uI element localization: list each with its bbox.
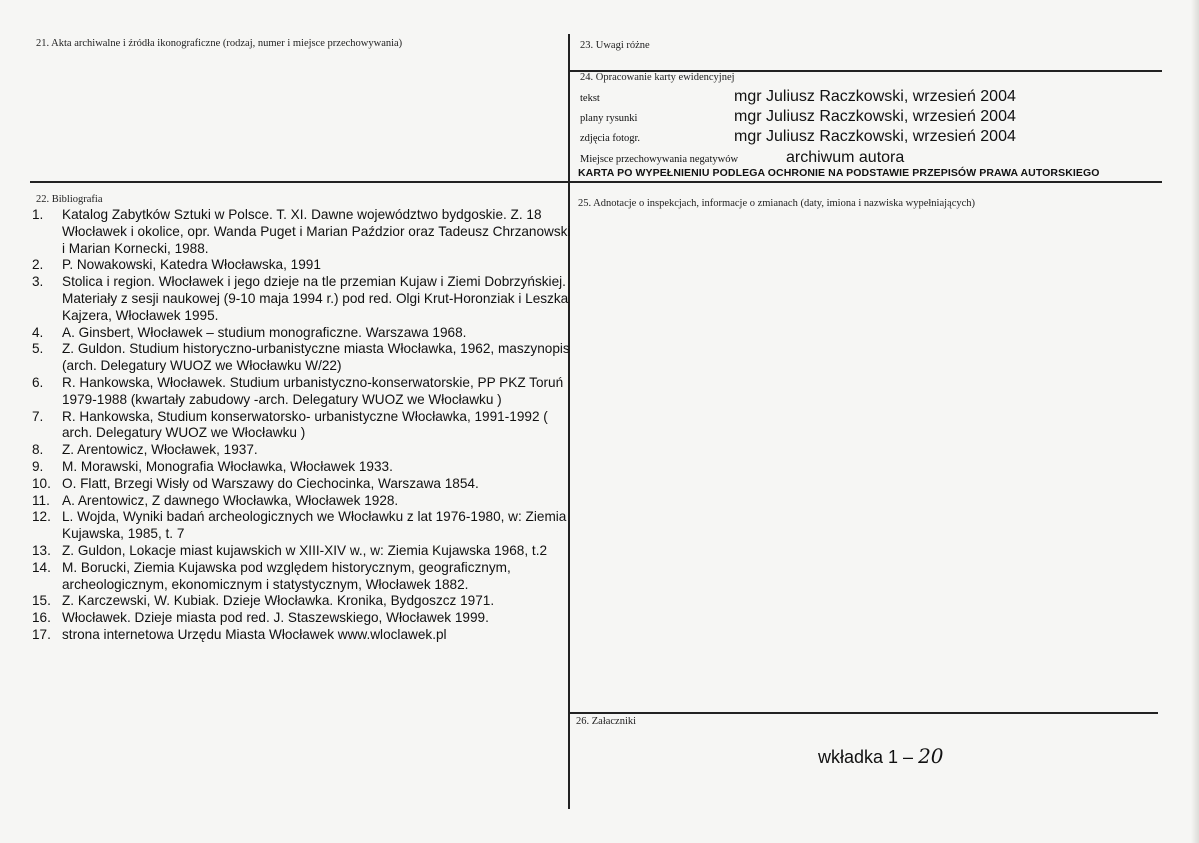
item-number: 5. [32, 341, 44, 357]
item-number: 7. [32, 408, 44, 424]
item-number: 8. [32, 442, 44, 458]
item-text: Z. Karczewski, W. Kubiak. Dzieje Włocławka. Kronika, Bydgoszcz 1971. [62, 593, 495, 609]
item-number: 15. [32, 593, 51, 609]
item-number: 10. [32, 475, 51, 491]
row-label: tekst [580, 93, 600, 104]
item-number: 4. [32, 324, 44, 340]
row-label: zdjęcia fotogr. [580, 133, 641, 144]
list-item [32, 325, 572, 342]
list-item [32, 509, 572, 543]
item-number: 17. [32, 626, 51, 642]
item-number: 11. [32, 492, 50, 508]
item-number: 12. [32, 509, 51, 525]
item-number: 14. [32, 559, 51, 575]
list-item [32, 257, 572, 274]
divider-26-top [570, 712, 1158, 714]
row-value: mgr Juliusz Raczkowski, wrzesień 2004 [734, 128, 1016, 145]
section-24-row-negatives [580, 149, 1160, 167]
section-24-row-photos [580, 128, 1160, 146]
row-label: Miejsce przechowywania negatywów [580, 154, 739, 165]
item-number: 2. [32, 257, 44, 273]
item-number: 16. [32, 610, 51, 626]
item-number: 13. [32, 542, 51, 558]
item-text: Z. Arentowicz, Włocławek, 1937. [62, 442, 258, 458]
row-value: mgr Juliusz Raczkowski, wrzesień 2004 [734, 108, 1016, 125]
list-item [32, 627, 572, 644]
list-item [32, 459, 572, 476]
section-24-label: 24. Opracowanie karty ewidencyjnej [580, 72, 735, 83]
item-text: M. Morawski, Monografia Włocławka, Włocławek 1933. [62, 458, 393, 474]
list-item [32, 442, 572, 459]
list-item [32, 341, 572, 375]
item-text: M. Borucki, Ziemia Kujawska pod względem historycznym, geograficznym, archeologicznym, ekonomicznym i statystycznym, Włocławek 1882. [62, 559, 511, 592]
item-text: A. Ginsbert, Włocławek – studium monograficzne. Warszawa 1968. [62, 324, 467, 340]
list-item [32, 560, 572, 594]
list-item [32, 543, 572, 560]
item-text: L. Wojda, Wyniki badań archeologicznych we Włocławku z lat 1976-1980, w: Ziemia Kujawska, 1985, t. 7 [62, 509, 567, 542]
item-text: O. Flatt, Brzegi Wisły od Warszawy do Ciechocinka, Warszawa 1854. [62, 475, 479, 491]
row-value: archiwum autora [786, 149, 905, 166]
item-number: 1. [32, 207, 44, 222]
item-number: 6. [32, 374, 44, 390]
section-25-label: 25. Adnotacje o inspekcjach, informacje o zmianach (daty, imiona i nazwiska wypełniających) [578, 198, 976, 209]
section-22-label: 22. Bibliografia [36, 194, 103, 205]
row-value: mgr Juliusz Raczkowski, wrzesień 2004 [734, 88, 1016, 105]
item-text: R. Hankowska, Studium konserwatorsko- urbanistyczne Włocławka, 1991-1992 ( arch. Delegatury WUOZ we Włocławku ) [62, 408, 548, 441]
insert-prefix: wkładka 1 – [818, 747, 914, 767]
divider-22-top [30, 181, 1162, 183]
page-edge-shadow [1191, 0, 1199, 843]
item-number: 9. [32, 458, 44, 474]
row-label: plany rysunki [580, 113, 638, 124]
list-item [32, 610, 572, 627]
bibliography-list [32, 207, 572, 644]
section-24-row-text [580, 88, 1160, 106]
insert-number [818, 744, 944, 768]
insert-page: 20 [918, 744, 944, 768]
item-text: R. Hankowska, Włocławek. Studium urbanistyczno-konserwatorskie, PP PKZ Toruń 1979-1988 (kwartały zabudowy -arch. Delegatury WUOZ we Włocławku ) [62, 374, 564, 407]
section-21-label: 21. Akta archiwalne i źródła ikonograficzne (rodzaj, numer i miejsce przechowywania) [36, 38, 403, 49]
list-item [32, 409, 572, 443]
item-text: Z. Guldon. Studium historyczno-urbanistyczne miasta Włocławka, 1962, maszynopis (arch. Delegatury WUOZ we Włocławku W/22) [62, 341, 570, 374]
item-text: Z. Guldon, Lokacje miast kujawskich w XIII-XIV w., w: Ziemia Kujawska 1968, t.2 [62, 542, 548, 558]
list-item [32, 274, 572, 324]
list-item [32, 593, 572, 610]
list-item [32, 476, 572, 493]
list-item [32, 207, 572, 257]
item-text: Włocławek. Dzieje miasta pod red. J. Staszewskiego, Włocławek 1999. [62, 610, 489, 626]
list-item [32, 493, 572, 510]
list-item [32, 375, 572, 409]
item-text: strona internetowa Urzędu Miasta Włocławek www.wloclawek.pl [62, 626, 447, 642]
item-text: Katalog Zabytków Sztuki w Polsce. T. XI. Dawne województwo bydgoskie. Z. 18 Włocławek i okolice, opr. Wanda Puget i Marian Paździor oraz Tadeusz Chrzanowski i Marian Kornecki, 1988. [62, 207, 571, 256]
item-number: 3. [32, 274, 44, 290]
item-text: Stolica i region. Włocławek i jego dzieje na tle przemian Kujaw i Ziemi Dobrzyńskiej. Materiały z sesji naukowej (9-10 maja 1994 r.) pod red. Olgi Krut-Horonziak i Leszka Kajzera, Włocławek 1995. [62, 274, 569, 323]
section-23-label: 23. Uwagi różne [580, 40, 650, 51]
section-24-row-plans [580, 108, 1160, 126]
section-26-label: 26. Załaczniki [576, 716, 637, 727]
item-text: P. Nowakowski, Katedra Włocławska, 1991 [62, 257, 321, 273]
item-text: A. Arentowicz, Z dawnego Włocławka, Włocławek 1928. [62, 492, 399, 508]
copyright-notice: KARTA PO WYPEŁNIENIU PODLEGA OCHRONIE NA PODSTAWIE PRZEPISÓW PRAWA AUTORSKIEGO [578, 167, 1100, 179]
